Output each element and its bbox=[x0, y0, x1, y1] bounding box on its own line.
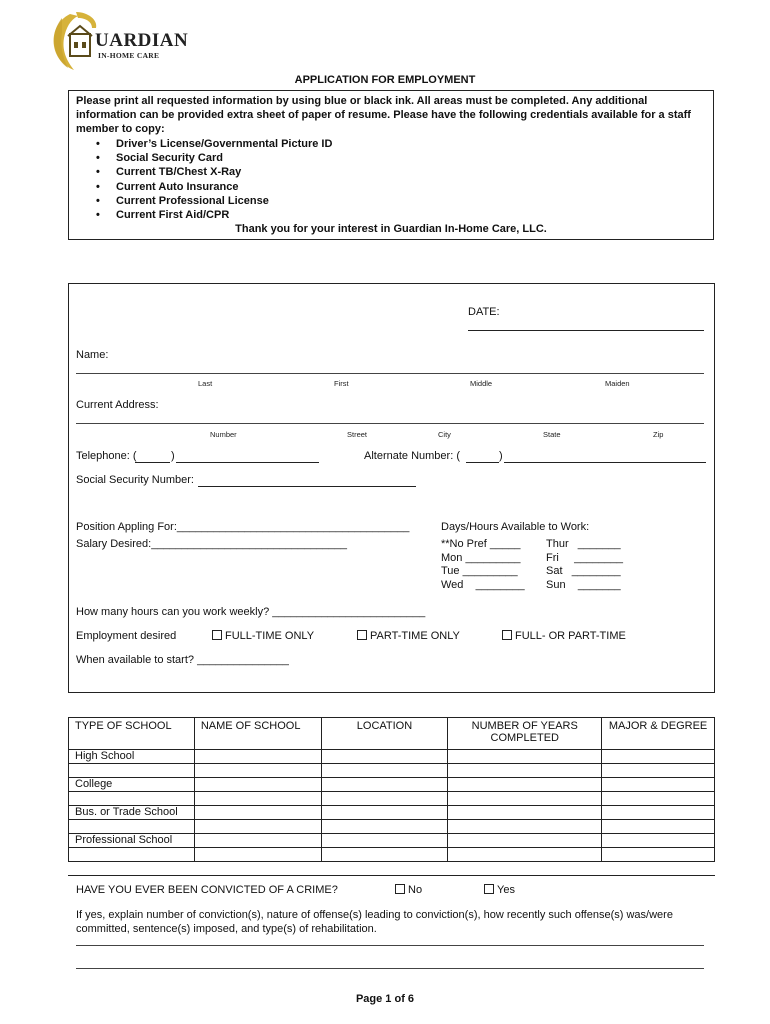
telephone-label: Telephone: ( bbox=[76, 450, 137, 462]
days-available-label: Days/Hours Available to Work: bbox=[441, 521, 590, 533]
name-part-first: First bbox=[334, 379, 349, 388]
position-field[interactable]: Position Appling For:______________________________________ bbox=[76, 521, 410, 533]
address-part-city: City bbox=[438, 430, 451, 439]
school-type: High School bbox=[69, 750, 195, 764]
credential-item: • Current First Aid/CPR bbox=[100, 208, 332, 222]
address-label: Current Address: bbox=[76, 399, 159, 411]
crime-question: HAVE YOU EVER BEEN CONVICTED OF A CRIME? bbox=[76, 884, 338, 896]
table-row bbox=[69, 834, 715, 848]
table-row bbox=[69, 820, 715, 834]
checkbox-icon bbox=[212, 630, 222, 640]
address-field[interactable] bbox=[76, 423, 704, 424]
checkbox-icon bbox=[502, 630, 512, 640]
alternate-field[interactable] bbox=[504, 462, 706, 463]
table-row bbox=[69, 750, 715, 764]
name-part-middle: Middle bbox=[470, 379, 493, 388]
name-label: Name: bbox=[76, 349, 109, 361]
crime-explain-text: If yes, explain number of conviction(s), nature of offense(s) leading to conviction(s), how recently such offense(s) was/were committed, sentence(s) imposed, and type(s) of rehabilitation. bbox=[76, 909, 673, 935]
ssn-field[interactable] bbox=[198, 486, 416, 487]
column-header: TYPE OF SCHOOL bbox=[69, 718, 195, 750]
column-header: NUMBER OF YEARS COMPLETED bbox=[448, 718, 602, 750]
address-part-street: Street bbox=[347, 430, 368, 439]
address-part-zip: Zip bbox=[653, 430, 664, 439]
date-label: DATE: bbox=[468, 306, 500, 318]
day-row: Sat ________ bbox=[546, 565, 621, 577]
salary-field[interactable]: Salary Desired:________________________________ bbox=[76, 538, 347, 550]
explain-line[interactable] bbox=[76, 945, 704, 946]
credential-item: • Driver’s License/Governmental Picture ID bbox=[100, 137, 332, 151]
logo-tagline: IN-HOME CARE bbox=[98, 51, 160, 60]
day-blank[interactable]: _________ bbox=[462, 565, 518, 577]
day-row: Tue _________ bbox=[441, 565, 518, 577]
option-full-time[interactable]: FULL-TIME ONLY bbox=[212, 630, 314, 642]
telephone-field[interactable] bbox=[176, 462, 319, 463]
section-divider bbox=[68, 875, 715, 876]
school-type: College bbox=[69, 778, 195, 792]
name-part-maiden: Maiden bbox=[605, 379, 630, 388]
table-row bbox=[69, 848, 715, 862]
address-part-state: State bbox=[543, 430, 561, 439]
column-header: MAJOR & DEGREE bbox=[602, 718, 715, 750]
table-row bbox=[69, 792, 715, 806]
crime-yes-option[interactable]: Yes bbox=[484, 884, 515, 896]
school-type: Bus. or Trade School bbox=[69, 806, 195, 820]
start-date-field[interactable]: When available to start? _______________ bbox=[76, 654, 289, 666]
date-field[interactable] bbox=[468, 330, 704, 331]
alternate-paren: ) bbox=[499, 450, 503, 462]
alternate-area-code[interactable] bbox=[466, 462, 499, 463]
day-blank[interactable]: _______ bbox=[577, 538, 621, 550]
name-part-last: Last bbox=[198, 379, 213, 388]
day-blank[interactable]: _______ bbox=[577, 578, 621, 591]
employment-label: Employment desired bbox=[76, 630, 177, 642]
alternate-label: Alternate Number: ( bbox=[364, 450, 460, 462]
thank-you-note: Thank you for your interest in Guardian In-Home Care, LLC. bbox=[235, 223, 547, 235]
credential-item: • Current TB/Chest X-Ray bbox=[100, 165, 332, 179]
instructions-text: Please print all requested information by using blue or black ink. All areas must be completed. Any additional information can be provided extra sheet of paper of resume. Please have the following credentials available for a staff member to copy: bbox=[76, 95, 691, 135]
column-header: NAME OF SCHOOL bbox=[194, 718, 321, 750]
day-blank[interactable]: ________ bbox=[475, 578, 525, 591]
credential-item: • Social Security Card bbox=[100, 151, 332, 165]
day-blank[interactable]: ________ bbox=[574, 551, 624, 564]
address-part-number: Number bbox=[210, 430, 237, 439]
ssn-label: Social Security Number: bbox=[76, 474, 194, 486]
telephone-area-code[interactable] bbox=[135, 462, 170, 463]
checkbox-icon bbox=[395, 884, 405, 894]
column-header: LOCATION bbox=[321, 718, 448, 750]
credential-item: • Current Professional License bbox=[100, 194, 332, 208]
option-full-or-part-time[interactable]: FULL- OR PART-TIME bbox=[502, 630, 626, 642]
credentials-list bbox=[100, 137, 332, 222]
logo-brand: UARDIAN bbox=[95, 30, 189, 51]
days-column-right bbox=[546, 538, 623, 592]
day-blank[interactable]: ________ bbox=[571, 565, 621, 577]
day-blank[interactable]: _____ bbox=[489, 538, 521, 550]
table-row bbox=[69, 764, 715, 778]
day-row: Fri ________ bbox=[546, 551, 624, 564]
days-column-left bbox=[441, 538, 525, 592]
table-header-row bbox=[69, 718, 715, 750]
day-row: Sun _______ bbox=[546, 578, 621, 591]
day-row: Mon _________ bbox=[441, 551, 521, 564]
application-title: APPLICATION FOR EMPLOYMENT bbox=[294, 74, 476, 86]
option-part-time[interactable]: PART-TIME ONLY bbox=[357, 630, 460, 642]
table-row bbox=[69, 778, 715, 792]
telephone-paren: ) bbox=[171, 450, 175, 462]
crime-no-option[interactable]: No bbox=[395, 884, 422, 896]
credential-item: • Current Auto Insurance bbox=[100, 180, 332, 194]
day-row: **No Pref _____ bbox=[441, 538, 521, 550]
hours-weekly-field[interactable]: How many hours can you work weekly? _________________________ bbox=[76, 606, 426, 618]
page-number: Page 1 of 6 bbox=[355, 993, 415, 1005]
education-table bbox=[68, 717, 715, 862]
checkbox-icon bbox=[484, 884, 494, 894]
day-row: Thur _______ bbox=[546, 538, 621, 550]
explain-line[interactable] bbox=[76, 968, 704, 969]
table-row bbox=[69, 806, 715, 820]
checkbox-icon bbox=[357, 630, 367, 640]
day-blank[interactable]: _________ bbox=[465, 551, 521, 564]
school-type: Professional School bbox=[69, 834, 195, 848]
name-field[interactable] bbox=[76, 373, 704, 374]
day-row: Wed ________ bbox=[441, 578, 525, 591]
